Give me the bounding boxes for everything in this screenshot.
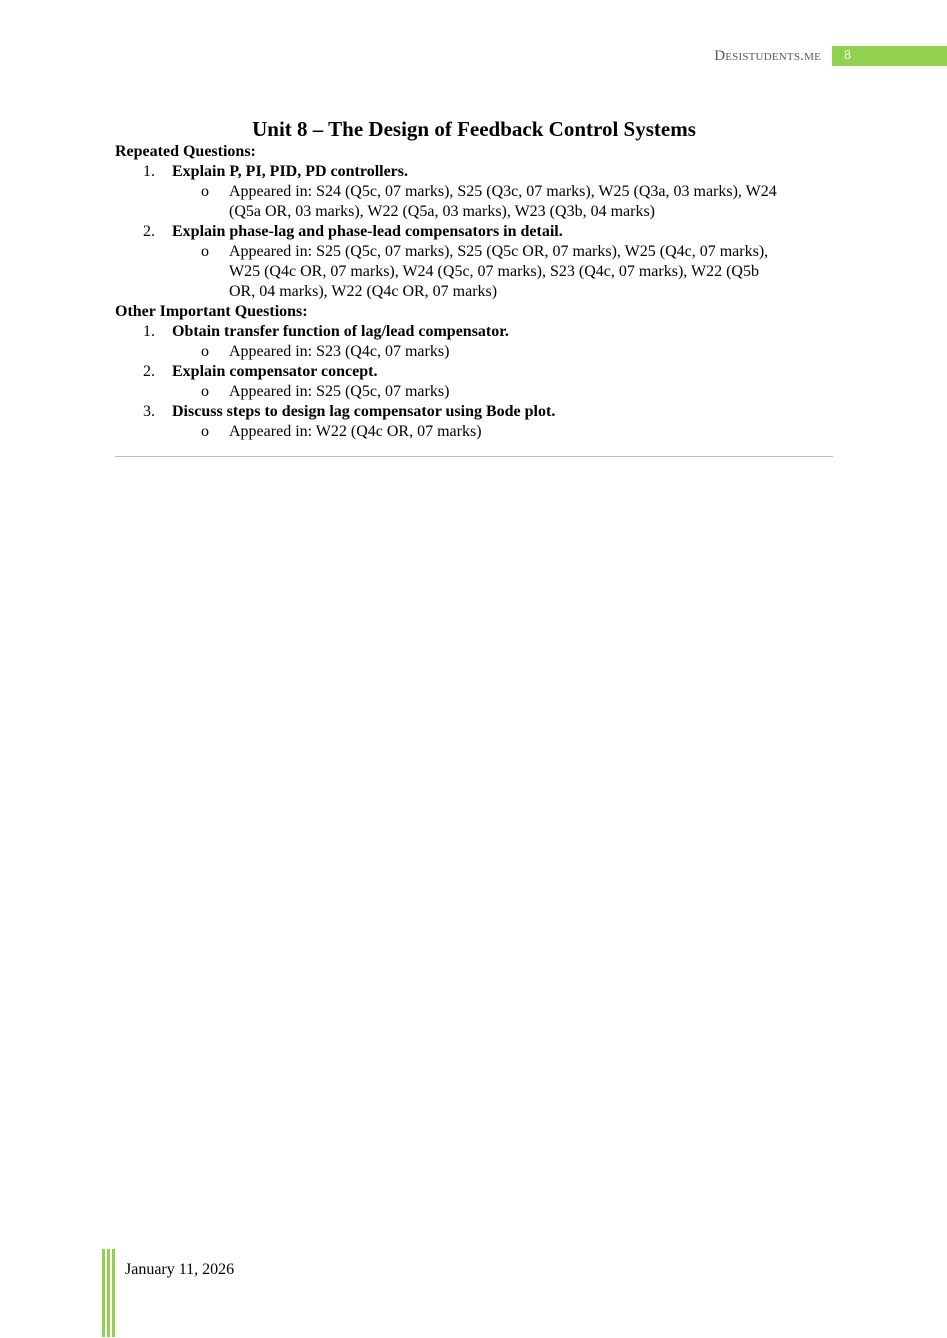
item-number: 1. (143, 163, 155, 180)
page-header (0, 46, 947, 68)
appeared-in (172, 342, 833, 362)
page-title: Unit 8 – The Design of Feedback Control Systems (252, 117, 696, 141)
appeared-line: (Q5a OR, 03 marks), W22 (Q5a, 03 marks), W23 (Q3b, 04 marks) (229, 203, 655, 220)
question-text: Discuss steps to design lag compensator using Bode plot. (172, 403, 556, 420)
appeared-line: Appeared in: S23 (Q4c, 07 marks) (229, 343, 450, 360)
section-repeated-questions (115, 142, 833, 302)
footer-accent-bars (102, 1249, 116, 1337)
question-text: Obtain transfer function of lag/lead compensator. (172, 323, 509, 340)
bullet-icon: o (201, 383, 209, 400)
appeared-in (172, 182, 833, 222)
section-heading: Repeated Questions: (115, 143, 256, 160)
page-number: 8 (844, 48, 851, 63)
appeared-line: Appeared in: S24 (Q5c, 07 marks), S25 (Q3c, 07 marks), W25 (Q3a, 03 marks), W24 (229, 183, 777, 200)
section-divider (115, 456, 833, 457)
page-number-box (832, 46, 947, 66)
appeared-line: Appeared in: W22 (Q4c OR, 07 marks) (229, 423, 482, 440)
bullet-icon: o (201, 243, 209, 260)
footer-date: January 11, 2026 (125, 1261, 235, 1278)
section-other-questions (115, 302, 833, 442)
item-number: 2. (143, 363, 155, 380)
bullet-icon: o (201, 183, 209, 200)
appeared-line: Appeared in: S25 (Q5c, 07 marks), S25 (Q5c OR, 07 marks), W25 (Q4c, 07 marks), (229, 243, 769, 260)
document-body (115, 116, 833, 442)
accent-bar (112, 1249, 115, 1337)
item-number: 3. (143, 403, 155, 420)
list-item (115, 322, 833, 362)
section-heading: Other Important Questions: (115, 303, 308, 320)
question-text: Explain P, PI, PID, PD controllers. (172, 163, 409, 180)
question-text: Explain phase-lag and phase-lead compensators in detail. (172, 223, 563, 240)
list-item (115, 222, 833, 302)
item-number: 1. (143, 323, 155, 340)
accent-bar (107, 1249, 110, 1337)
question-list (115, 322, 833, 442)
bullet-icon: o (201, 423, 209, 440)
question-list (115, 162, 833, 302)
list-item (115, 402, 833, 442)
site-name: Desistudents.me (714, 48, 821, 64)
list-item (115, 362, 833, 402)
item-number: 2. (143, 223, 155, 240)
question-text: Explain compensator concept. (172, 363, 378, 380)
appeared-in (172, 242, 833, 302)
appeared-in (172, 382, 833, 402)
appeared-line: W25 (Q4c OR, 07 marks), W24 (Q5c, 07 marks), S23 (Q4c, 07 marks), W22 (Q5b (229, 263, 759, 280)
bullet-icon: o (201, 343, 209, 360)
accent-bar (102, 1249, 105, 1337)
appeared-in (172, 422, 833, 442)
appeared-line: Appeared in: S25 (Q5c, 07 marks) (229, 383, 450, 400)
list-item (115, 162, 833, 222)
appeared-line: OR, 04 marks), W22 (Q4c OR, 07 marks) (229, 283, 498, 300)
